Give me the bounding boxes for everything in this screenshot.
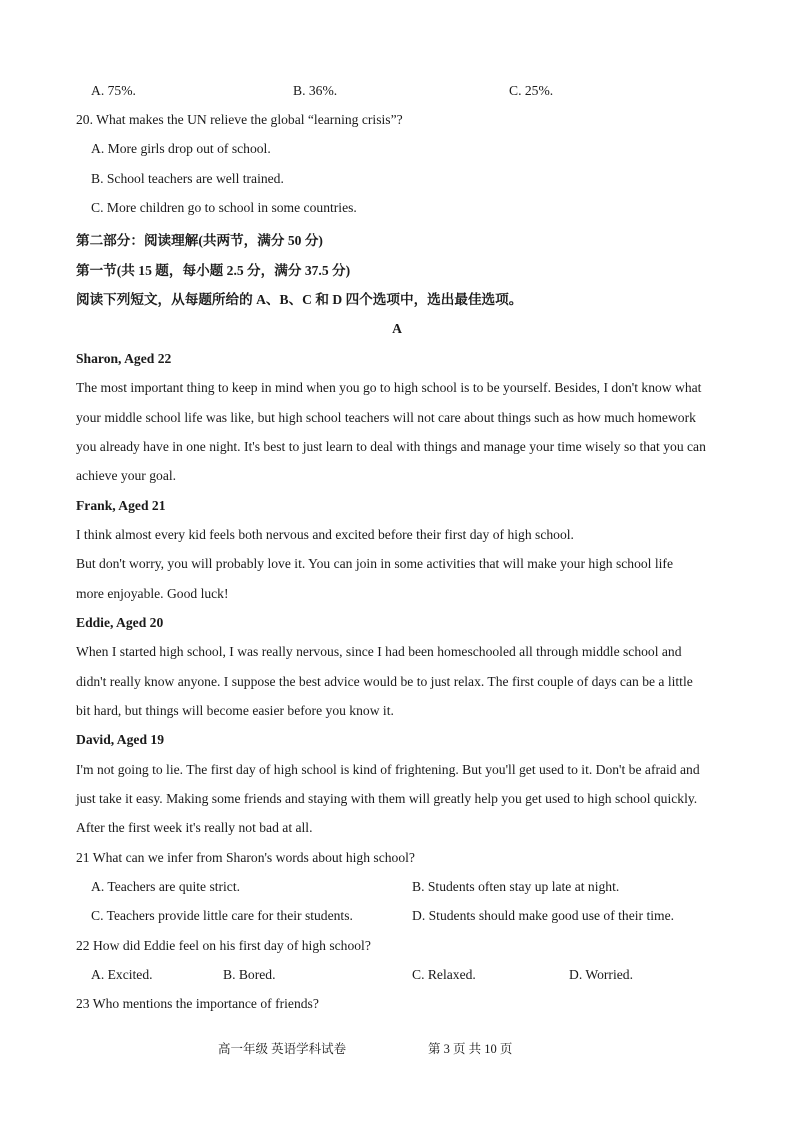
q23-stem: 23 Who mentions the importance of friends? [76, 996, 319, 1011]
sharon-name: Sharon, Aged 22 [76, 351, 172, 366]
frank-line: more enjoyable. Good luck! [76, 586, 229, 601]
q21-option-a: A. Teachers are quite strict. [91, 879, 241, 894]
eddie-line: didn't really know anyone. I suppose the best advice would be to just relax. The first couple of days can be a little [76, 674, 693, 689]
sharon-line: your middle school life was like, but high school teachers will not care about things such as how much homework [76, 410, 696, 425]
footer-page-number: 第 3 页 共 10 页 [428, 1042, 513, 1056]
q20-option-a: A. More girls drop out of school. [91, 141, 271, 156]
q21-option-b: B. Students often stay up late at night. [412, 879, 620, 894]
frank-name: Frank, Aged 21 [76, 498, 166, 513]
q22-option-a: A. Excited. [91, 967, 153, 982]
sharon-line: you already have in one night. It's best to just learn to deal with things and manage your time wisely so that you can [76, 439, 706, 454]
david-line: I'm not going to lie. The first day of high school is kind of frightening. But you'll get used to it. Don't be afraid and [76, 762, 700, 777]
david-line: just take it easy. Making some friends and staying with them will greatly help you get used to high school quickly. [76, 791, 698, 806]
q21-stem: 21 What can we infer from Sharon's words about high school? [76, 850, 415, 865]
q22-option-d: D. Worried. [569, 967, 633, 982]
eddie-name: Eddie, Aged 20 [76, 615, 164, 630]
frank-line: I think almost every kid feels both nervous and excited before their first day of high school. [76, 527, 574, 542]
part-title: 第二部分：阅读理解(共两节，满分 50 分) [76, 233, 323, 248]
passage-label: A [392, 321, 402, 336]
david-name: David, Aged 19 [76, 732, 164, 747]
q19-option-b: B. 36%. [293, 83, 338, 98]
q21-option-d: D. Students should make good use of their time. [412, 908, 675, 923]
david-line: After the first week it's really not bad at all. [76, 820, 313, 835]
q22-option-b: B. Bored. [223, 967, 276, 982]
subsection-title: 第一节(共 15 题，每小题 2.5 分，满分 37.5 分) [76, 263, 351, 278]
q19-option-c: C. 25%. [509, 83, 554, 98]
frank-line: But don't worry, you will probably love it. You can join in some activities that will make your high school life [76, 556, 673, 571]
q22-stem: 22 How did Eddie feel on his first day of high school? [76, 938, 371, 953]
sharon-line: The most important thing to keep in mind when you go to high school is to be yourself. Besides, I don't know what [76, 380, 702, 395]
q20-option-b: B. School teachers are well trained. [91, 171, 284, 186]
q20-stem: 20. What makes the UN relieve the global “learning crisis”? [76, 112, 403, 127]
q20-option-c: C. More children go to school in some countries. [91, 200, 357, 215]
q21-option-c: C. Teachers provide little care for their students. [91, 908, 353, 923]
sharon-line: achieve your goal. [76, 468, 177, 483]
eddie-line: bit hard, but things will become easier before you know it. [76, 703, 394, 718]
eddie-line: When I started high school, I was really nervous, since I had been homeschooled all through middle school and [76, 644, 682, 659]
q22-option-c: C. Relaxed. [412, 967, 476, 982]
footer-exam-title: 高一年级 英语学科试卷 [218, 1042, 347, 1056]
q19-option-a: A. 75%. [91, 83, 136, 98]
instruction: 阅读下列短文，从每题所给的 A、B、C 和 D 四个选项中，选出最佳选项。 [76, 292, 523, 307]
